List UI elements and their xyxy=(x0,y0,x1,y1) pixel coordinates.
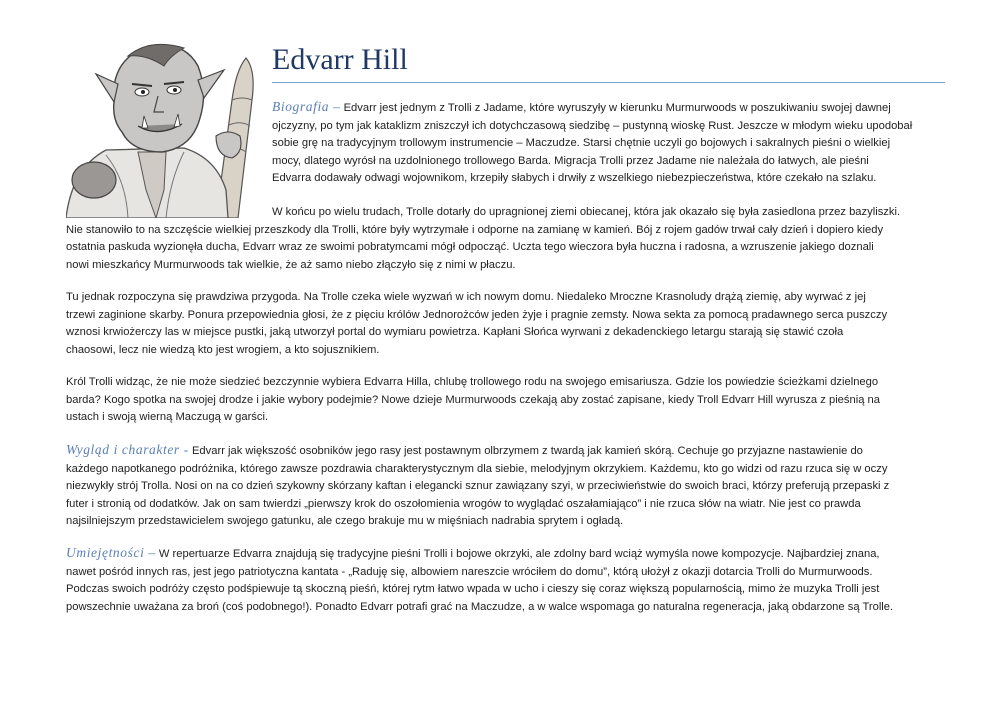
text-line: Tu jednak rozpoczyna się prawdziwa przygoda. Na Trolle czeka wiele wyzwań w ich nowym domu. Niedaleko Mroczne Krasnoludy drążą ziemię, aby wyrwać z jej xyxy=(66,291,866,303)
umiejetnosci-heading: Umiejętności – xyxy=(66,545,156,560)
story-paragraph-2 xyxy=(66,204,956,274)
text-line: trzewi zaginione skarby. Ponura przepowiednia głosi, że z pięciu królów Jednorożców jeden żyje i pragnie zemsty. Nowa sekta za pomocą pradawnego serca puszczy xyxy=(66,308,888,321)
text-line: sobie grę na tradycyjnym trollowym instrumencie – Maczudze. Starsi chętnie uczyli go bojowych i sakralnych pieśni o wielkiej xyxy=(272,137,891,150)
text-line: każdego napotkanego podróżnika, którego zawsze pozdrawia charakterystycznym dla siebie, melodyjnym okrzykiem. Każdemu, kto go widzi od razu rzuca się w oczy xyxy=(66,462,888,475)
text-line: Nie stanowiło to na szczęście wielkiej przeszkody dla Trolli, które były wytrzymałe i odporne na zamianę w kamień. Bój z rojem gadów trwał cały dzień i dopiero kiedy xyxy=(66,223,884,236)
text-line: chaosowi, lecz nie wiedzą kto jest wrogiem, a kto sojusznikiem. xyxy=(66,343,380,356)
text-line: Edvarra dodawały odwagi wojownikom, krzepiły słabych i drwiły z wszelkiego niebezpieczeństwa, które czekało na szlaku. xyxy=(272,172,877,185)
text-line: barda? Kogo spotka na swojej drodze i jakie wybory podejmie? Nowe dzieje Murmurwoods czekają aby zostać zapisane, kiedy Troll Edvarr Hill wyrusza z pieśnią na xyxy=(66,393,880,406)
biografia-paragraph xyxy=(272,98,952,188)
text-line: Edvarr jest jednym z Trolli z Jadame, które wyruszyły w kierunku Murmurwoods w poszukiwaniu swojej dawnej xyxy=(343,102,891,114)
wyglad-paragraph xyxy=(66,441,956,531)
text-line: nowi mieszkańcy Murmurwoods tak wielkie, że aż samo niebo złączyło się z nimi w płaczu. xyxy=(66,258,516,271)
wyglad-heading: Wygląd i charakter - xyxy=(66,442,189,457)
story-paragraph-4 xyxy=(66,374,956,427)
text-line: Podczas swoich podróży często podśpiewuje tą skoczną pieśń, której rytm łatwo wpada w ucho i cieszy się coraz większą popularnością, mimo że muzyka Trolli jest xyxy=(66,583,880,596)
text-line: nawet pośród innych ras, jest jego patriotyczna kantata - „Raduję się, albowiem nareszcie wróciłem do domu”, którą ułożył z okazji dotarcia Trolli do Murmurwoods. xyxy=(66,565,873,578)
text-line: wznosi krwiożerczy las w miejsce pustki, jaką utworzył portal do wymiaru powietrza. Kapłani Słońca wyrwani z dekadenckiego letargu starają się stawić czoła xyxy=(66,326,844,339)
text-line: ojczyzny, po tym jak kataklizm zniszczył ich dotychczasową siedzibę – pustynną wioskę Rust. Jeszcze w młodym wieku upodobał xyxy=(272,119,913,132)
text-line: najsilniejszym przedstawicielem swojego gatunku, ale czego brakuje mu w mięśniach nadrabia sprytem i ogładą. xyxy=(66,515,624,528)
text-line: ustach i swoją wierną Maczugą w garści. xyxy=(66,411,269,424)
text-line: mocy, dlatego wyrósł na uzdolnionego trollowego Barda. Migracja Trolli przez Jadame nie należała do łatwych, ale pieśni xyxy=(272,154,869,167)
text-line: W końcu po wielu trudach, Trolle dotarły do upragnionej ziemi obiecanej, która jak okazało się była zasiedlona przez bazyliszki. xyxy=(272,206,901,218)
page-title: Edvarr Hill xyxy=(272,43,408,76)
text-line: powszechnie uważana za broń (coś podobnego!). Ponadto Edvarr potrafi grać na Maczudze, a w walce wspomaga go naturalna regeneracja, jaką obdarzone są Trolle. xyxy=(66,600,894,613)
text-line: ostatnia paskuda wyzionęła ducha, Edvarr wraz ze swoimi pobratymcami mógł odpocząć. Uczta tego wieczora była huczna i radosna, a wzruszenie jakiego doznali xyxy=(66,241,874,254)
text-line: Edvarr jak większość osobników jego rasy jest postawnym olbrzymem z twardą jak kamień skórą. Cechuje go przyjazne nastawienie do xyxy=(191,445,863,457)
text-line: Król Trolli widząc, że nie może siedzieć bezczynnie wybiera Edvarra Hilla, chlubę trollowego rodu na swojego emisariusza. Gdzie los powiedzie ścieżkami dzielnego xyxy=(66,376,879,388)
biografia-heading: Biografia – xyxy=(272,99,341,114)
title-divider xyxy=(272,82,945,83)
story-paragraph-3 xyxy=(66,289,956,359)
troll-portrait-icon xyxy=(66,40,266,218)
umiejetnosci-paragraph xyxy=(66,544,956,616)
text-line: niezwykły strój Trolla. Nosi on na co dzień szykowny skórzany kaftan i elegancki sznur zawiązany szyi, w przeciwieństwie do swoich braci, którzy preferują przepaski z xyxy=(66,480,890,493)
text-line: futer i stronią od dodatków. Jak on sam twierdzi „pierwszy krok do oszołomienia wrogów to wyglądać oszałamiająco” i nie rzuca słów na wiatr. Nie jest co prawda xyxy=(66,497,861,510)
text-line: W repertuarze Edvarra znajdują się tradycyjne pieśni Trolli i bojowe okrzyki, ale zdolny bard wciąż wymyśla nowe kompozycje. Najbardziej znana, xyxy=(158,548,880,560)
